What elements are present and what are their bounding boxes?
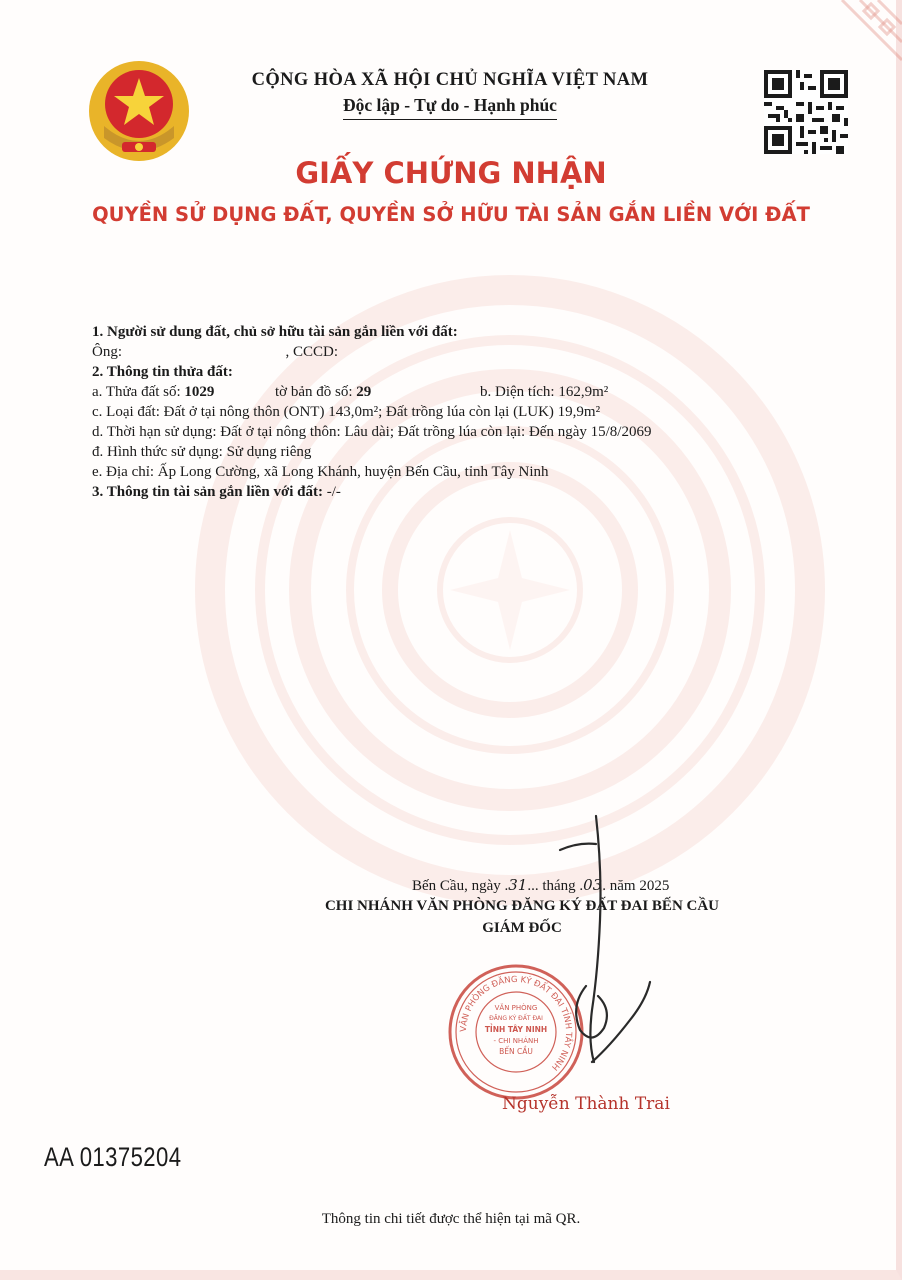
parcel-label: a. Thửa đất số: xyxy=(92,384,181,400)
section3-line xyxy=(92,483,341,501)
month-value: 03 xyxy=(583,876,603,894)
qr-code-icon[interactable] xyxy=(764,70,848,154)
owner-line xyxy=(92,343,338,361)
seal-line-2: ĐĂNG KÝ ĐẤT ĐAI xyxy=(489,1015,543,1022)
place-date-prefix: Bến Cầu, ngày xyxy=(412,878,501,894)
nation-name: CỘNG HÒA XÃ HỘI CHỦ NGHĨA VIỆT NAM xyxy=(251,70,649,90)
national-emblem-icon xyxy=(84,56,194,166)
id-label: , CCCD: xyxy=(285,344,339,360)
national-motto: Độc lập - Tự do - Hạnh phúc xyxy=(343,95,557,120)
area-line xyxy=(480,383,608,401)
section2-heading: 2. Thông tin thửa đất: xyxy=(92,364,233,380)
month-label: tháng xyxy=(542,878,576,894)
corner-ornament-icon xyxy=(822,0,902,70)
signer-name: Nguyễn Thành Trai xyxy=(502,1094,670,1114)
seal-line-4: - CHI NHÁNH xyxy=(493,1037,539,1045)
parcel-value: 1029 xyxy=(184,384,215,400)
owner-label: Ông: xyxy=(92,344,122,360)
map-label: tờ bản đồ số: xyxy=(275,384,353,400)
seal-line-5: BẾN CẦU xyxy=(499,1047,533,1056)
parcel-line xyxy=(92,383,214,401)
seal-line-3: TỈNH TÂY NINH xyxy=(484,1025,548,1034)
seal-line-1: VĂN PHÒNG xyxy=(494,1004,538,1012)
usage-term-line: d. Thời hạn sử dụng: Đất ở tại nông thôn: Lâu dài; Đất trồng lúa còn lại: Đến ngày 15/8/2069 xyxy=(92,424,652,440)
issuing-office: CHI NHÁNH VĂN PHÒNG ĐĂNG KÝ ĐẤT ĐAI BẾN CẦU xyxy=(324,898,720,914)
handwritten-signature-icon xyxy=(500,810,670,1090)
area-value: 162,9m² xyxy=(558,384,609,400)
section3-value: -/- xyxy=(326,484,341,500)
signer-position: GIÁM ĐỐC xyxy=(482,920,562,936)
day-dots: . xyxy=(504,878,509,894)
map-value: 29 xyxy=(356,384,372,400)
document-title: GIẤY CHỨNG NHẬN xyxy=(295,156,607,190)
day-value: 31 xyxy=(508,876,528,894)
qr-info-footer: Thông tin chi tiết được thể hiện tại mã QR. xyxy=(321,1211,581,1227)
land-type-line: c. Loại đất: Đất ở tại nông thôn (ONT) 143,0m²; Đất trồng lúa còn lại (LUK) 19,9m² xyxy=(92,404,601,420)
month-dots-after: . xyxy=(602,878,606,894)
year-label: năm 2025 xyxy=(609,878,670,894)
usage-form-line: đ. Hình thức sử dụng: Sử dụng riêng xyxy=(92,444,312,460)
section3-heading: 3. Thông tin tài sản gắn liền với đất: xyxy=(92,484,323,500)
serial-number: AA 01375204 xyxy=(44,1142,182,1172)
national-header xyxy=(200,70,700,120)
document-subtitle: QUYỀN SỬ DỤNG ĐẤT, QUYỀN SỞ HỮU TÀI SẢN GẮN LIỀN VỚI ĐẤT xyxy=(92,203,810,226)
map-line xyxy=(275,383,371,401)
seal-ring-text: VĂN PHÒNG ĐĂNG KÝ ĐẤT ĐAI TỈNH TÂY NINH xyxy=(458,974,574,1073)
month-dots: . xyxy=(579,878,584,894)
address-line: e. Địa chỉ: Ấp Long Cường, xã Long Khánh, huyện Bến Cầu, tỉnh Tây Ninh xyxy=(92,464,549,480)
day-dots-after: ... xyxy=(527,878,539,894)
section1-heading: 1. Người sử dung đất, chủ sở hữu tài sản gắn liền với đất: xyxy=(92,324,458,340)
area-label: b. Diện tích: xyxy=(480,384,555,400)
